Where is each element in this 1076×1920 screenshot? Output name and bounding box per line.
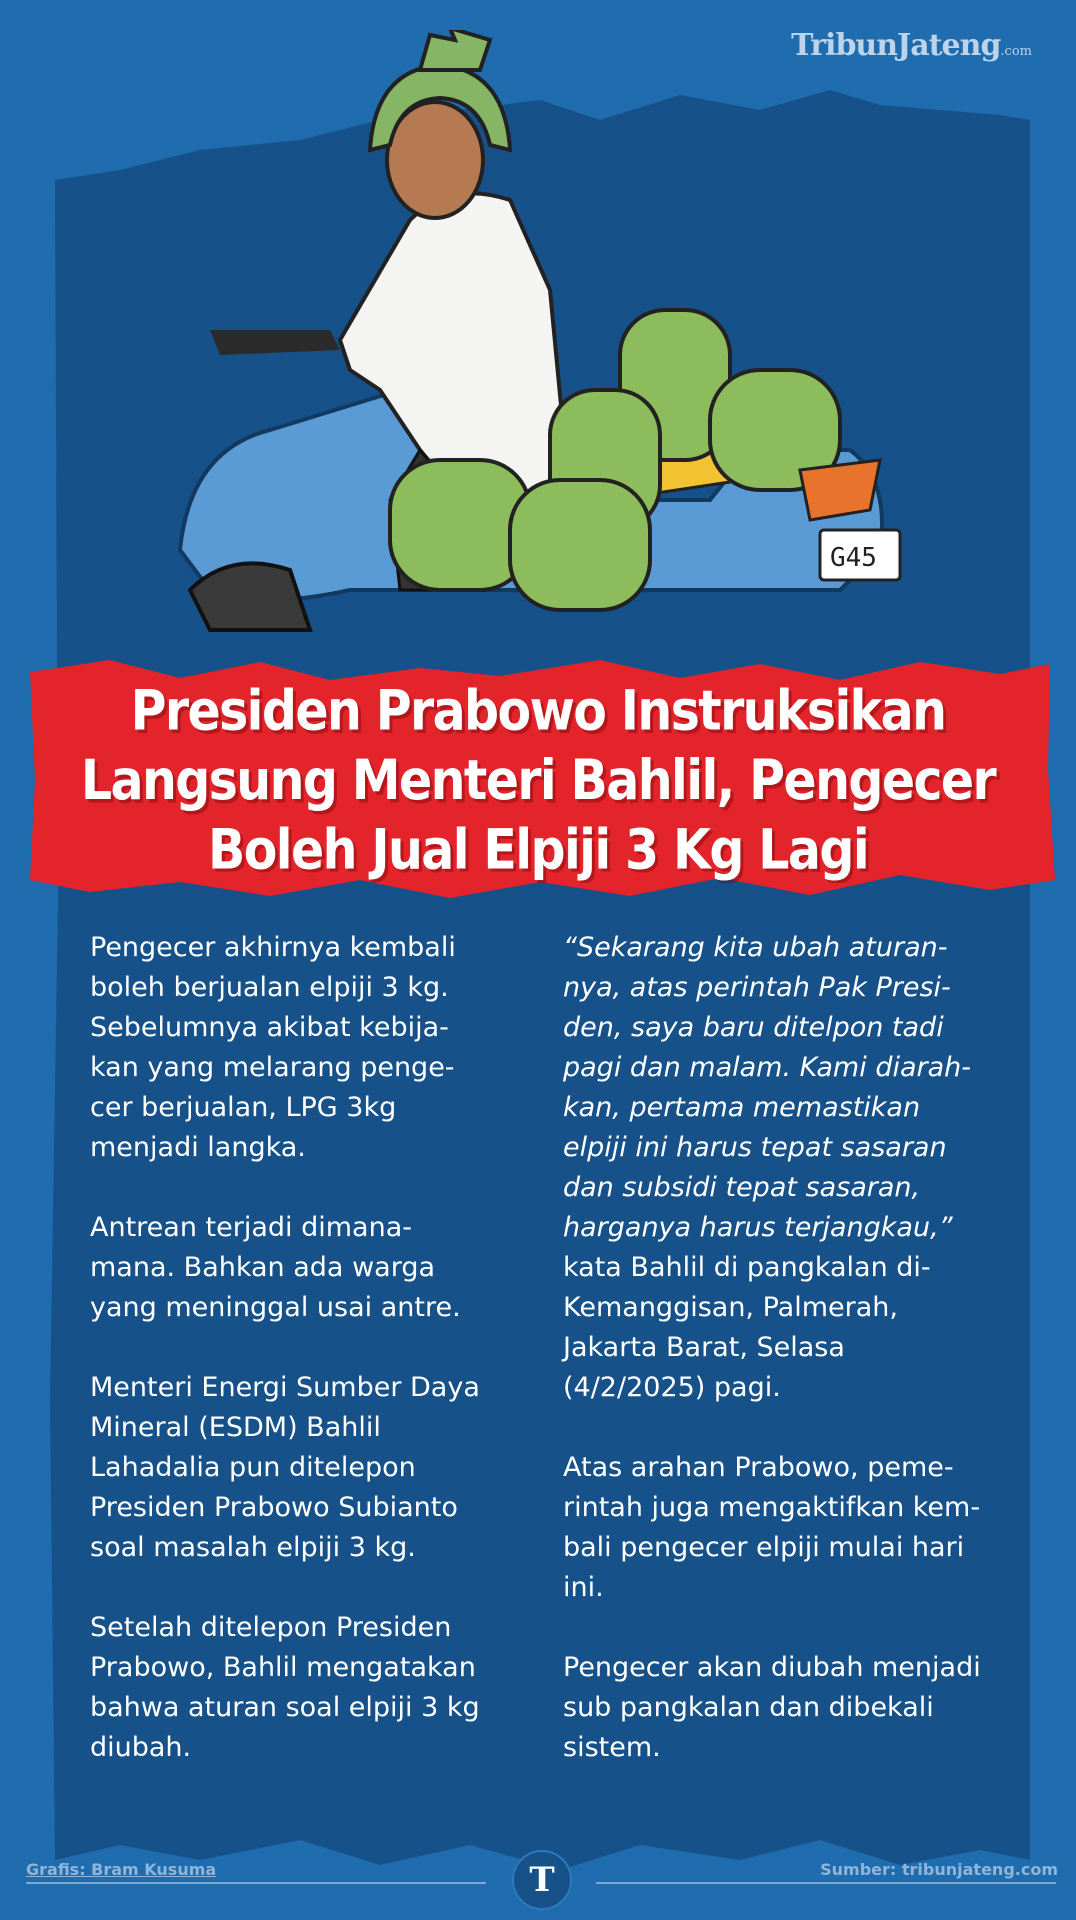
page-title: Presiden Prabowo Instruksikan Langsung Menteri Bahlil, Pengecer Boleh Jual Elpiji 3 Kg Lagi — [80, 679, 996, 882]
paragraph: Menteri Energi Sumber Daya Mineral (ESDM) Bahlil Lahadalia pun ditelepon Presiden Prabowo Subianto soal masalah elpiji 3 kg. — [90, 1372, 480, 1563]
paragraph: Pengecer akhirnya kembali boleh berjualan elpiji 3 kg. Sebelumnya akibat kebija- kan yang melarang penge- cer berjualan, LPG 3kg menjadi langka. — [90, 932, 456, 1163]
graphic-credit: Grafis: Bram Kusuma — [26, 1860, 217, 1879]
scooter-illustration — [150, 30, 930, 680]
source-credit: Sumber: tribunjateng.com — [820, 1860, 1058, 1879]
left-column — [90, 928, 530, 1808]
paragraph: Setelah ditelepon Presiden Prabowo, Bahlil mengatakan bahwa aturan soal elpiji 3 kg diubah. — [90, 1612, 480, 1763]
paragraph: kata Bahlil di pangkalan di- Kemanggisan, Palmerah, Jakarta Barat, Selasa (4/2/2025) pagi. — [563, 1252, 931, 1403]
quote-paragraph: “Sekarang kita ubah aturan- nya, atas perintah Pak Presi- den, saya baru ditelpon tadi pagi dan malam. Kami diarah- kan, pertama memastikan elpiji ini harus tepat sasaran dan subsidi tepat sasaran, harganya harus terjangkau,” — [563, 932, 972, 1243]
paragraph: Atas arahan Prabowo, peme- rintah juga mengaktifkan kem- bali pengecer elpiji mulai hari ini. — [563, 1452, 981, 1603]
footer-divider — [26, 1882, 486, 1884]
paragraph: Antrean terjadi dimana- mana. Bahkan ada warga yang meninggal usai antre. — [90, 1212, 461, 1323]
tribun-t-icon: T — [512, 1850, 572, 1910]
plate-text: G45 — [830, 543, 877, 573]
tribunjateng-logo: TribunJateng.com — [791, 28, 1032, 63]
paragraph: Pengecer akan diubah menjadi sub pangkalan dan dibekali sistem. — [563, 1652, 981, 1763]
footer-divider — [596, 1882, 1056, 1884]
right-column — [563, 928, 1023, 1808]
